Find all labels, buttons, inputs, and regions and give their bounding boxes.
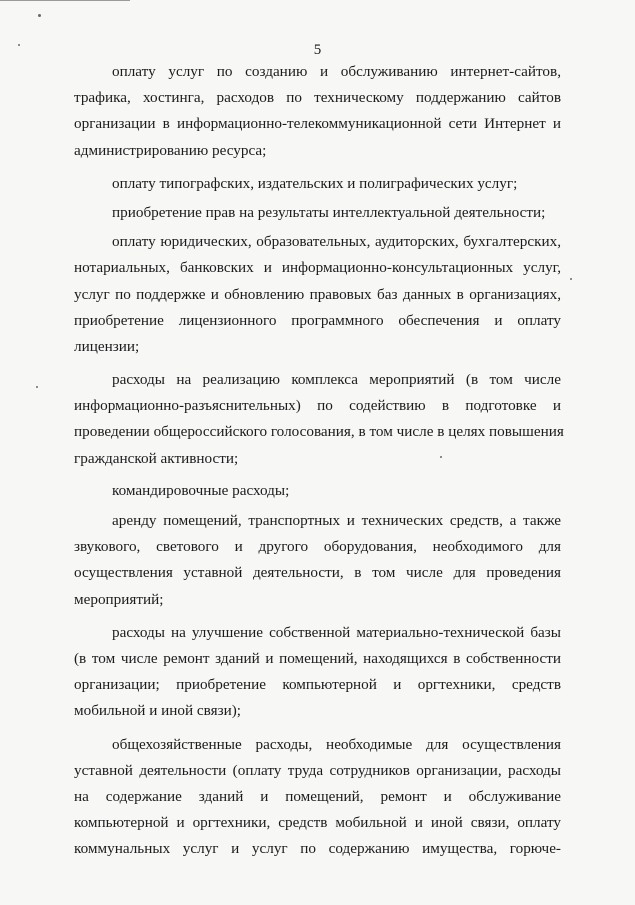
text-line: мобильной и иной связи); xyxy=(74,702,242,720)
scan-speck xyxy=(570,278,572,280)
text-line: аренду помещений, транспортных и технических средств, а также xyxy=(112,512,561,529)
scan-speck xyxy=(38,14,41,17)
text-line: услуг по поддержке и обновлению правовых баз данных в организациях, xyxy=(74,285,561,303)
text-line: организации в информационно-телекоммуникационной сети Интернет и xyxy=(74,115,561,133)
text-line: оплату услуг по созданию и обслуживанию интернет-сайтов, xyxy=(112,63,561,80)
text-line: оплату типографских, издательских и полиграфических услуг; xyxy=(112,174,518,192)
scan-speck xyxy=(36,386,38,388)
text-line: осуществления уставной деятельности, в том числе для проведения xyxy=(74,564,561,582)
text-line: оплату юридических, образовательных, аудиторских, бухгалтерских, xyxy=(112,233,561,251)
text-line: коммунальных услуг и услуг по содержанию имущества, горюче- xyxy=(74,840,561,858)
text-line: нотариальных, банковских и информационно-консультационных услуг, xyxy=(74,259,561,277)
text-line: уставной деятельности (оплату труда сотрудников организации, расходы xyxy=(74,761,561,779)
text-line: (в том числе ремонт зданий и помещений, находящихся в собственности xyxy=(74,649,561,667)
text-line: проведении общероссийского голосования, в том числе в целях повышения xyxy=(74,423,564,441)
text-line: на содержание зданий и помещений, ремонт и обслуживание xyxy=(74,787,561,805)
text-line: мероприятий; xyxy=(74,590,164,608)
text-line: приобретение прав на результаты интеллектуальной деятельности; xyxy=(112,203,546,221)
text-line: компьютерной и оргтехники, средств мобильной и иной связи, оплату xyxy=(74,814,561,832)
text-line: приобретение лицензионного программного обеспечения и оплату xyxy=(74,311,561,329)
text-line: командировочные расходы; xyxy=(112,481,290,499)
page-number: 5 xyxy=(313,42,322,58)
text-line: организации; приобретение компьютерной и оргтехники, средств xyxy=(74,676,561,694)
document-body xyxy=(74,59,564,862)
text-line: информационно-разъяснительных) по содействию в подготовке и xyxy=(74,397,561,415)
text-line: администрированию ресурса; xyxy=(74,141,267,159)
text-line: звукового, светового и другого оборудования, необходимого для xyxy=(74,538,561,556)
text-line: расходы на реализацию комплекса мероприятий (в том числе xyxy=(112,371,561,389)
text-line: трафика, хостинга, расходов по техническому поддержанию сайтов xyxy=(74,89,561,107)
text-line: расходы на улучшение собственной материально-технической базы xyxy=(112,623,561,641)
text-line: лицензии; xyxy=(74,337,140,355)
text-line: гражданской активности; xyxy=(74,449,239,467)
text-line: общехозяйственные расходы, необходимые для осуществления xyxy=(112,735,561,753)
scan-edge-line xyxy=(0,0,130,1)
